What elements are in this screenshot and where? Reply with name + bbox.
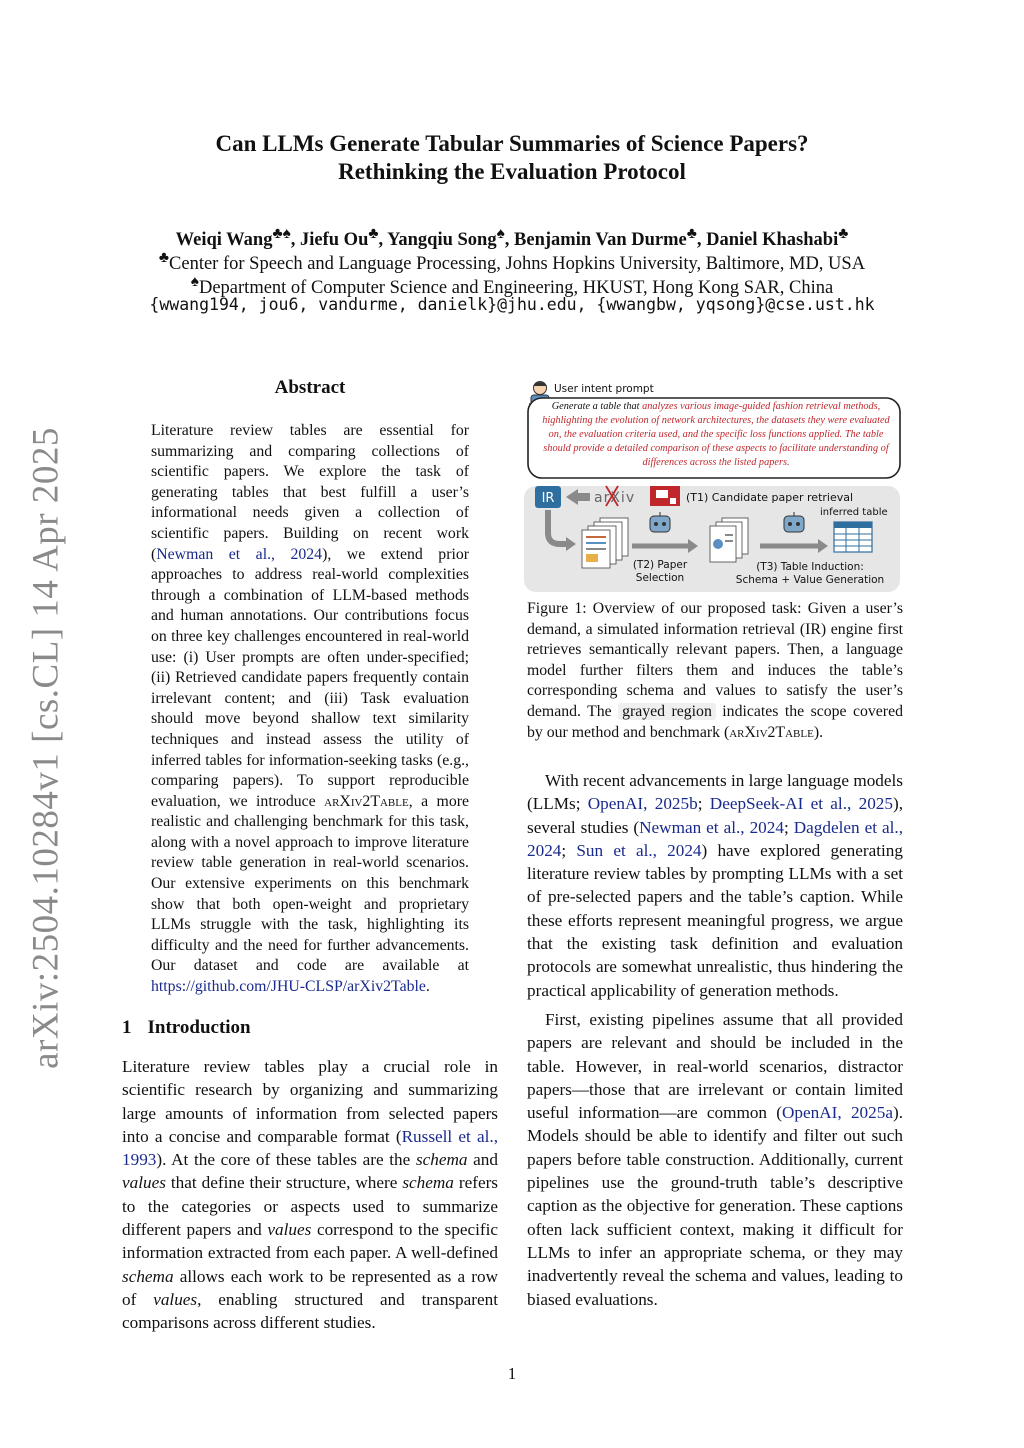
t1-label: (T1) Candidate paper retrieval xyxy=(686,491,854,504)
t2-line-2: Selection xyxy=(635,572,685,584)
figure-1 xyxy=(520,378,910,596)
figure-1-caption: Figure 1: Overview of our proposed task: Given a user’s demand, a simulated information retrieval (IR) engine first retrieves semantically relevant papers. Then, a language model further filters them and induces the table’s corresponding schema and values to satisfy the user’s demand. The grayed region indicates the scope covered by our method and benchmark (arXiv2Table). xyxy=(527,600,904,741)
right-column-body xyxy=(527,769,903,1311)
prompt-text: Generate a table that analyzes various image-guided fashion retrieval methods, highlighting the evolution of network architectures, the datasets they were evaluated on, the evaluation criteria used, and the specific loss functions applied. The table should provide a detailed comparison of these aspects to facilitate understanding of differences across the listed papers. xyxy=(542,401,890,468)
abstract-body: Literature review tables are essential for summarizing and comparing collections of scientific papers. We explore the task of generating tables that best fulfill a user’s informational needs given a collection of scientific papers. Building on recent work (Newman et al., 2024), we extend prior approaches to address real-world complexities through a combination of LLM-based methods and human annotations. Our contributions focus on three key challenges encountered in real-world use: (i) User prompts are often under-specified; (ii) Retrieved candidate papers frequently contain irrelevant content; and (iii) Task evaluation should move beyond shallow text similarity techniques and instead assess the utility of inferred tables for information-seeking tasks (e.g., comparing papers). To support reproducible evaluation, we introduce arXiv2Table, a more realistic and challenging benchmark for this task, along with a novel approach to improve literature review table generation in real-world scenarios. Our extensive experiments on this benchmark show that both open-weight and proprietary LLMs struggle with the task, highlighting its difficulty and the need for further advancements. Our dataset and code are available at https://github.com/JHU-CLSP/arXiv2Table. xyxy=(151,422,470,996)
ir-label: IR xyxy=(541,491,555,506)
title-line-1: Can LLMs Generate Tabular Summaries of Science Papers? xyxy=(215,131,809,156)
affiliation-jhu: ♣Center for Speech and Language Processing, Johns Hopkins University, Baltimore, MD, USA xyxy=(158,249,866,275)
paragraph: First, existing pipelines assume that all provided papers are relevant and should be included in the table. However, in real-world scenarios, distractor papers—those that are irrelevant or contain limited useful information—are common (OpenAI, 2025a). Models should be able to identify and filter out such papers before table construction. Additionally, current pipelines use the ground-truth table’s descriptive caption as the objective for generation. These captions often lack sufficient context, making it difficult for LLMs to infer an appropriate schema, or they may inadvertently reveal the schema and values, leading to biased evaluations. xyxy=(527,1009,903,1309)
paragraph: With recent advancements in large language models (LLMs; OpenAI, 2025b; DeepSeek-AI et al., 2025), several studies (Newman et al., 2024; Dagdelen et al., 2024; Sun et al., 2024) have explored generating literature review tables by prompting LLMs with a set of pre-selected papers and the table’s caption. While these efforts represent meaningful progress, we argue that the existing task definition and evaluation protocols are somewhat unrealistic, thus hindering the practical applicability of generation methods. xyxy=(527,771,904,1000)
affiliation-hkust: ♠Department of Computer Science and Engineering, HKUST, Hong Kong SAR, China xyxy=(190,273,834,299)
citation-link[interactable]: OpenAI, 2025b xyxy=(587,794,698,814)
introduction-body: Literature review tables play a crucial role in scientific research by organizing and summarizing large amounts of information from selected papers into a concise and comparable format (Russell et al., 1993). At the core of these tables are the schema and values that define their structure, where schema refers to the categories or aspects used to summarize different papers and values correspond to the specific information extracted from each paper. A well-defined schema allows each work to be represented as a row of values, enabling structured and transparent comparisons across different studies. xyxy=(122,1057,498,1333)
citation-link[interactable]: DeepSeek-AI et al., 2025 xyxy=(709,794,893,814)
citation-link[interactable]: Newman et al., 2024 xyxy=(156,545,323,563)
abstract-heading: Abstract xyxy=(274,377,346,398)
benchmark-name: arXiv2Table xyxy=(324,792,409,810)
prompt-label: User intent prompt xyxy=(554,383,654,395)
arxiv-id: arXiv:2504.10284v1 [cs.CL] 14 Apr 2025 xyxy=(25,427,67,1069)
title-line-2: Rethinking the Evaluation Protocol xyxy=(338,159,686,184)
document-icon xyxy=(650,486,680,506)
grayed-region-highlight: grayed region xyxy=(618,703,716,720)
citation-link[interactable]: Sun et al., 2024 xyxy=(576,840,702,860)
citation-link[interactable]: Newman et al., 2024 xyxy=(639,817,784,837)
arxiv-logo: arXiv xyxy=(594,490,636,506)
t2-line-1: (T2) Paper xyxy=(632,559,688,571)
t3-line-1: (T3) Table Induction: xyxy=(756,561,864,573)
author: Weiqi Wang♣♠, xyxy=(175,225,300,251)
t3-line-2: Schema + Value Generation xyxy=(735,574,885,586)
section-heading-introduction: 1 Introduction xyxy=(122,1017,251,1038)
author: Benjamin Van Durme♣, xyxy=(514,225,707,251)
citation-link[interactable]: OpenAI, 2025a xyxy=(782,1103,893,1123)
author: Jiefu Ou♣, xyxy=(300,225,388,251)
github-link[interactable]: https://github.com/JHU-CLSP/arXiv2Table xyxy=(151,978,426,996)
paper-title xyxy=(0,130,1024,186)
selected-papers-icon xyxy=(710,518,748,562)
citation-link[interactable]: Dagdelen et al., 2024 xyxy=(527,817,904,860)
author: Daniel Khashabi♣ xyxy=(706,225,849,251)
author: Yangqiu Song♠, xyxy=(387,225,515,251)
citation-link[interactable]: Russell et al., 1993 xyxy=(122,1126,498,1170)
inferred-table-label: inferred table xyxy=(820,507,888,518)
page-number: 1 xyxy=(507,1364,517,1383)
table-icon xyxy=(834,522,872,552)
author-emails: {wwang194, jou6, vandurme, danielk}@jhu.edu, {wwangbw, yqsong}@cse.ust.hk xyxy=(149,295,875,314)
